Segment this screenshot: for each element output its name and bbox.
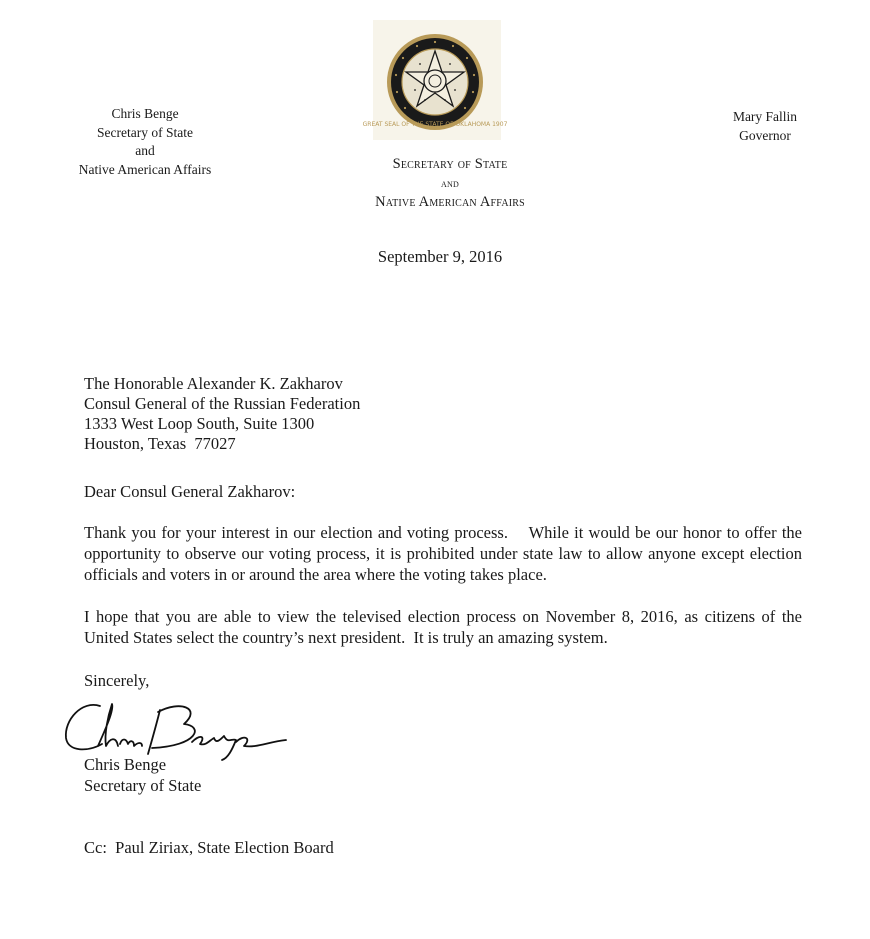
governor-title: Governor — [739, 127, 791, 143]
secretary-and: and — [135, 143, 155, 158]
office-line-3: Native American Affairs — [375, 194, 525, 210]
recipient-address — [84, 374, 360, 454]
office-title — [330, 155, 570, 212]
closing: Sincerely, — [84, 671, 150, 690]
secretary-title: Secretary of State — [97, 124, 193, 140]
letter-date: September 9, 2016 — [377, 247, 503, 266]
recipient-line-1: The Honorable Alexander K. Zakharov — [84, 374, 343, 393]
office-line-2: and — [441, 176, 459, 190]
seal-icon — [362, 20, 508, 140]
secretary-affairs: Native American Affairs — [78, 161, 212, 177]
recipient-line-3: 1333 West Loop South, Suite 1300 — [84, 414, 315, 433]
signer-name: Chris Benge — [84, 755, 167, 774]
svg-text:GREAT SEAL OF THE STATE OF OKL: GREAT SEAL OF THE STATE OF OKLAHOMA 1907 — [362, 121, 508, 128]
cc-line: Cc: Paul Ziriax, State Election Board — [84, 838, 334, 857]
state-seal — [362, 20, 508, 140]
recipient-line-4: Houston, Texas 77027 — [84, 434, 236, 453]
governor-name: Mary Fallin — [732, 109, 798, 124]
body-paragraph-2: I hope that you are able to view the televised election process on November 8, 2016, as citizens of the United States select the country’s next president. It is truly an amazing system. — [84, 607, 807, 647]
recipient-line-2: Consul General of the Russian Federation — [84, 394, 361, 413]
signer-block — [84, 754, 201, 796]
secretary-name: Chris Benge — [111, 106, 179, 121]
office-line-1: Secretary of State — [392, 156, 508, 172]
body-paragraph-1: Thank you for your interest in our election and voting process. While it would be our honor to offer the opportunity to observe our voting process, it is prohibited under state law to allow anyone except election officials and voters in or around the area where the voting takes place. — [84, 523, 807, 584]
salutation: Dear Consul General Zakharov: — [84, 482, 296, 501]
letterhead-right — [705, 108, 825, 145]
letterhead-left — [60, 105, 230, 179]
signer-title: Secretary of State — [84, 776, 202, 795]
